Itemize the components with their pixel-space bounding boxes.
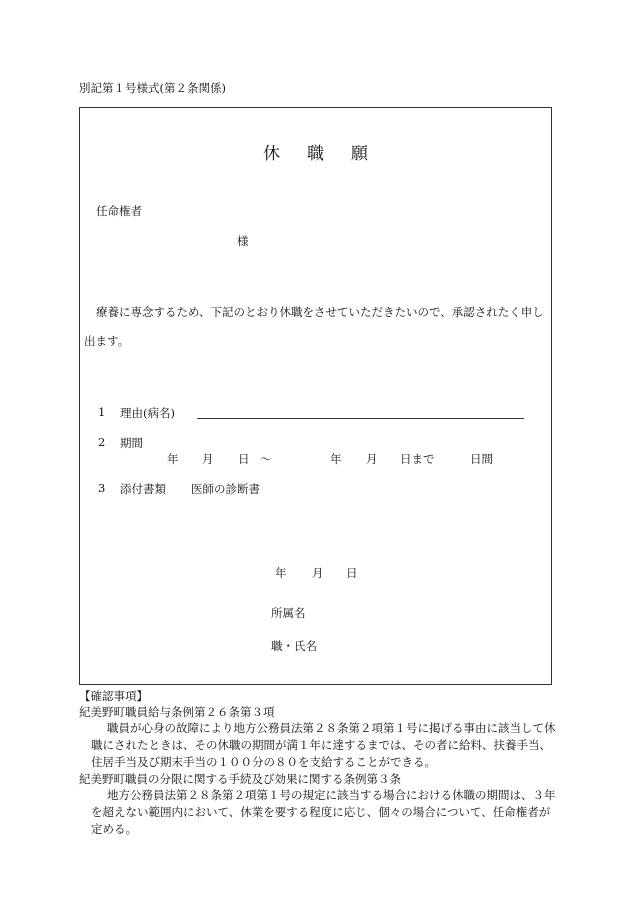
period-from-day: 日 (238, 452, 250, 466)
item3-attachments-value: 医師の診断書 (191, 482, 260, 496)
application-date-day: 日 (346, 566, 358, 580)
rule1-text: 職員が心身の故障により地方公務員法第２８条第２項第１号に掲げる事由に該当して休職にされたときは、その休職の期間が満１年に達するまでは、その者に給料、扶養手当、住居手当及び期末手当の１００分の８０を支給することができる。 (91, 721, 556, 769)
addressee-label: 任命権者 (96, 204, 142, 218)
period-to-month: 月 (366, 452, 378, 466)
item2-number: 2 (98, 435, 106, 449)
form-title: 休職願 (263, 144, 395, 164)
item3-number: 3 (98, 481, 106, 495)
position-name-label: 職・氏名 (271, 639, 317, 653)
application-date-month: 月 (312, 566, 324, 580)
application-date-year: 年 (275, 566, 287, 580)
leave-application-form (79, 107, 552, 685)
period-to-day: 日まで (400, 452, 435, 466)
item2-period-label: 期間 (120, 436, 143, 450)
affiliation-label: 所属名 (271, 606, 306, 620)
rule2-title: 紀美野町職員の分限に関する手続及び効果に関する条例第３条 (79, 772, 401, 786)
confirmation-heading: 【確認事項】 (79, 689, 148, 703)
form-number-note: 別記第１号様式(第２条関係) (79, 81, 226, 95)
rule1-title: 紀美野町職員給与条例第２６条第３項 (79, 705, 275, 719)
rule2-text: 地方公務員法第２８条第２項第１号の規定に該当する場合における休職の期間は、３年を超えない範囲内において、休業を要する程度に応じ、個々の場合について、任命権者が定める。 (91, 788, 556, 836)
period-from-year: 年 (167, 452, 179, 466)
item3-attachments-label: 添付書類 (120, 482, 166, 496)
period-to-year: 年 (330, 452, 342, 466)
period-days: 日間 (470, 452, 493, 466)
period-from-month: 月 (202, 452, 214, 466)
reason-input-line[interactable] (197, 418, 524, 419)
item1-number: 1 (98, 405, 106, 419)
request-text-line1: 療養に専念するため、下記のとおり休職をさせていただきたいので、承認されたく申し (96, 305, 544, 319)
honorific-sama: 様 (237, 234, 249, 248)
period-tilde: ～ (260, 452, 272, 466)
item1-reason-label: 理由(病名) (120, 406, 175, 420)
request-text-line2: 出ます。 (84, 334, 130, 348)
